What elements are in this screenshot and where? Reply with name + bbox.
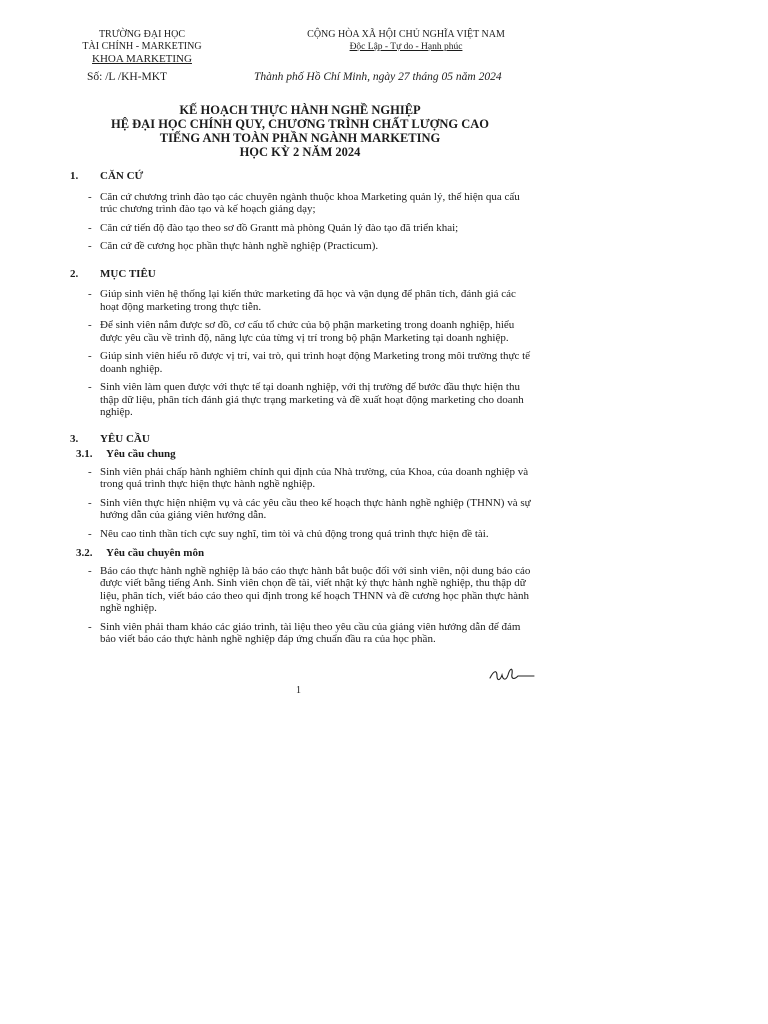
bullet-list xyxy=(60,288,535,419)
subsection-heading xyxy=(60,547,535,560)
bullet-list xyxy=(60,565,535,646)
section-heading xyxy=(60,268,535,281)
list-item: - Sinh viên phải tham khảo các giáo trình, tài liệu theo yêu cầu của giảng viên hướng dẫn để đảm bảo viết báo cáo thực hành nghề nghiệp đáp ứng chuẩn đầu ra của học phần. xyxy=(60,621,535,646)
issuer-line-2: TÀI CHÍNH - MARKETING xyxy=(82,41,202,52)
title-line-4: HỌC KỲ 2 NĂM 2024 xyxy=(239,145,361,159)
national-header xyxy=(296,29,516,53)
page-number: 1 xyxy=(296,685,301,696)
document-body xyxy=(60,170,535,646)
section-number: 1. xyxy=(70,170,79,182)
section-title: CĂN CỨ xyxy=(100,170,144,182)
list-item: - Giúp sinh viên hệ thống lại kiến thức marketing đã học và vận dụng để phân tích, đánh giá các hoạt động marketing trong thực tiễn. xyxy=(60,288,535,313)
handwritten-initials xyxy=(488,664,536,686)
title-line-1: KẾ HOẠCH THỰC HÀNH NGHỀ NGHIỆP xyxy=(179,103,421,117)
document-number: Số: /L /KH-MKT xyxy=(87,71,168,83)
subsection-title: Yêu cầu chuyên môn xyxy=(106,547,205,559)
section-heading xyxy=(60,170,535,183)
title-line-2: HỆ ĐẠI HỌC CHÍNH QUY, CHƯƠNG TRÌNH CHẤT LƯỢNG CAO xyxy=(110,117,490,131)
document-date: Thành phố Hồ Chí Minh, ngày 27 tháng 05 năm 2024 xyxy=(254,71,502,83)
list-item: - Nêu cao tinh thần tích cực suy nghĩ, tìm tòi và chủ động trong quá trình thực hiện đề tài. xyxy=(60,528,535,541)
country-name: CỘNG HÒA XÃ HỘI CHỦ NGHĨA VIỆT NAM xyxy=(307,29,505,40)
list-item: - Căn cứ đề cương học phần thực hành nghề nghiệp (Practicum). xyxy=(60,240,535,253)
subsection-number: 3.1. xyxy=(76,448,93,460)
list-item: - Căn cứ chương trình đào tạo các chuyên ngành thuộc khoa Marketing quản lý, thể hiện qua cấu trúc chương trình đào tạo và kế hoạch giảng dạy; xyxy=(60,191,535,216)
list-item: - Giúp sinh viên hiểu rõ được vị trí, vai trò, qui trình hoạt động Marketing trong môi trường thực tế doanh nghiệp. xyxy=(60,350,535,375)
list-item: - Sinh viên thực hiện nhiệm vụ và các yêu cầu theo kế hoạch thực hành nghề nghiệp (THNN) và sự hướng dẫn của giảng viên hướng dẫn. xyxy=(60,497,535,522)
section-heading xyxy=(60,433,535,446)
issuer-block xyxy=(62,29,222,65)
list-item: - Để sinh viên nắm được sơ đồ, cơ cấu tổ chức của bộ phận marketing trong doanh nghiệp, hiểu được yêu cầu về trình độ, năng lực của từng vị trí trong bộ phận Marketing tại doanh nghiệp. xyxy=(60,319,535,344)
section-title: YÊU CẦU xyxy=(100,432,150,445)
title-line-3: TIẾNG ANH TOÀN PHẦN NGÀNH MARKETING xyxy=(159,131,441,145)
issuer-line-3: KHOA MARKETING xyxy=(92,53,192,65)
subsection-number: 3.2. xyxy=(76,547,93,559)
list-item: - Báo cáo thực hành nghề nghiệp là báo cáo thực hành bắt buộc đối với sinh viên, nội dung báo cáo được viết bằng tiếng Anh. Sinh viên chọn đề tài, viết nhật ký thực hành nghề nghiệp, thu thập dữ liệu, phân tích, viết báo cáo theo qui định trong kế hoạch THNN và đề cương học phần thực hành nghề nghiệp. xyxy=(60,565,535,615)
list-item: - Sinh viên làm quen được với thực tế tại doanh nghiệp, với thị trường để bước đầu thực hiện thu thập dữ liệu, phân tích đánh giá thực trạng marketing và đề xuất hoạt động marketing cho doanh nghiệp. xyxy=(60,381,535,419)
national-motto: Độc Lập - Tự do - Hạnh phúc xyxy=(349,42,463,52)
bullet-list xyxy=(60,466,535,541)
section-number: 2. xyxy=(70,267,79,280)
section-number: 3. xyxy=(70,432,79,445)
subsection-heading xyxy=(60,448,535,461)
bullet-list xyxy=(60,191,535,253)
list-item: - Căn cứ tiến độ đào tạo theo sơ đồ Grantt mà phòng Quản lý đào tạo đã triển khai; xyxy=(60,222,535,235)
subsection-title: Yêu cầu chung xyxy=(106,448,176,460)
list-item: - Sinh viên phải chấp hành nghiêm chỉnh qui định của Nhà trường, của Khoa, của doanh nghiệp và trong quá trình thực hiện thực hành nghề nghiệp. xyxy=(60,466,535,491)
document-title xyxy=(70,103,530,159)
issuer-line-1: TRƯỜNG ĐẠI HỌC xyxy=(98,29,186,40)
section-title: MỤC TIÊU xyxy=(100,267,156,280)
